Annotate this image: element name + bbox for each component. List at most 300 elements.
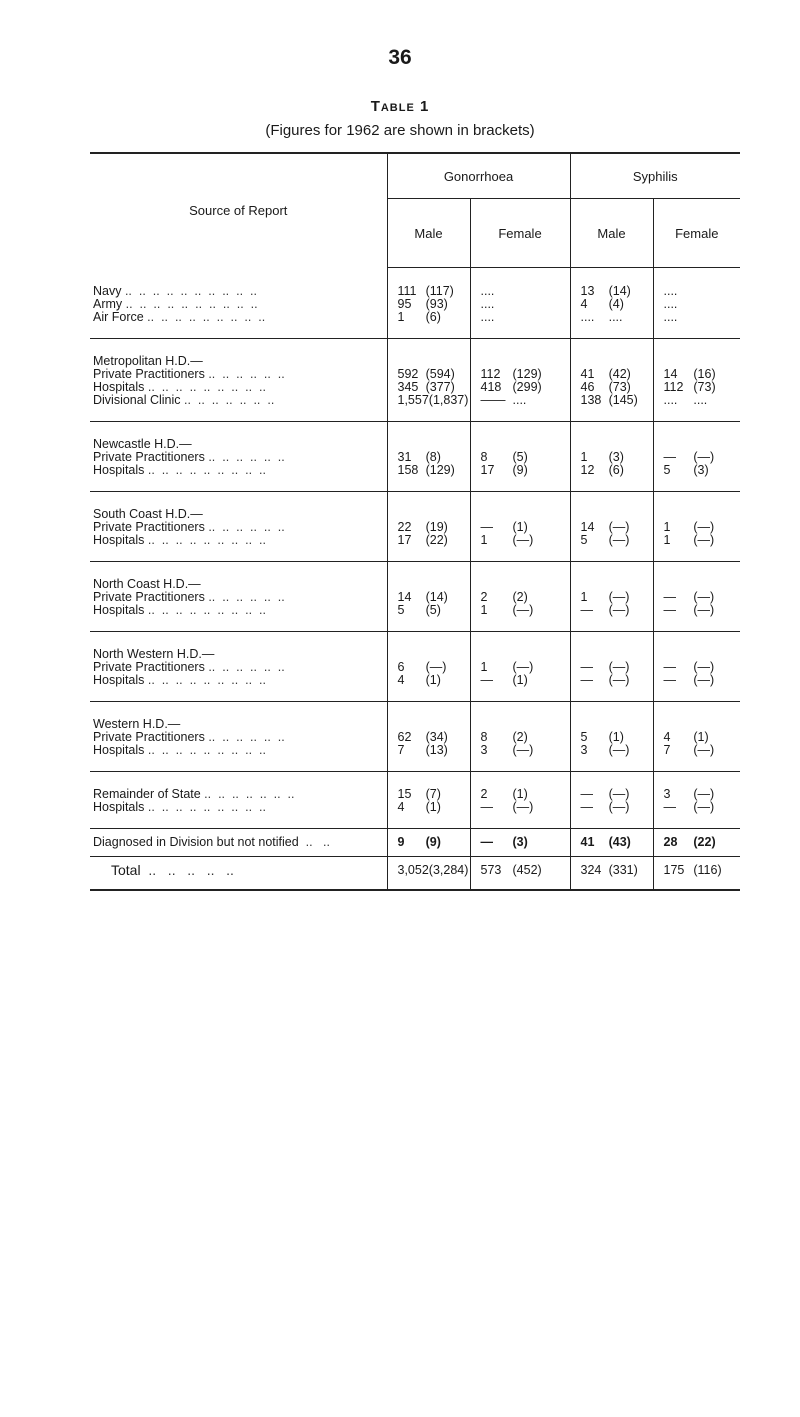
value-pair (481, 464, 570, 477)
value-1962: (5) (512, 450, 528, 464)
gonorrhoea-header: Gonorrhoea (387, 153, 570, 199)
value-1962: (116) (693, 863, 722, 877)
col-s-male (570, 268, 653, 339)
value-current: 1 (663, 520, 671, 534)
section-labels (90, 562, 387, 632)
value-current: 1 (397, 310, 405, 324)
row-label-text: Hospitals (93, 743, 145, 757)
value-pair (581, 604, 653, 617)
value-1962: (—) (608, 590, 630, 604)
value-1962: (—) (425, 660, 447, 674)
value-current: 95 (397, 297, 412, 311)
col-g-female (470, 562, 570, 632)
total-row (90, 857, 740, 891)
value-current: 158 (397, 463, 419, 477)
value-1962 (513, 285, 563, 298)
value-current: 28 (663, 835, 678, 849)
value-current: 8 (480, 450, 488, 464)
col-g-female (470, 702, 570, 772)
col-g-female (470, 268, 570, 339)
section-labels (90, 422, 387, 492)
col-g-male (387, 702, 470, 772)
leader-dots: .. .. (298, 835, 330, 849)
value-current: 5 (663, 463, 671, 477)
value-1962: (6) (608, 463, 624, 477)
section-heading: North Coast H.D.— (93, 577, 201, 591)
value-current: 1 (480, 660, 488, 674)
section-heading: Western H.D.— (93, 717, 181, 731)
col-s-female (653, 422, 740, 492)
value-1962: (—) (512, 533, 534, 547)
value-1962: (2) (512, 730, 528, 744)
value-pair (664, 674, 741, 687)
section-block (90, 339, 740, 422)
value-1962: (129) (512, 367, 542, 381)
value-current: 1 (580, 450, 588, 464)
value-current: 7 (397, 743, 405, 757)
value-pair (481, 744, 570, 757)
value-1962 (693, 285, 740, 298)
value-pair (581, 394, 653, 407)
value-1962: (4) (608, 297, 624, 311)
value-1962: (1) (512, 673, 528, 687)
col-g-male (387, 772, 470, 829)
value-1962: (—) (693, 603, 715, 617)
leader-dots: .. .. .. .. .. .. .. .. .. (144, 380, 273, 394)
value-1962: .... (608, 310, 623, 324)
value-current: 5 (580, 730, 588, 744)
value-1962: (3) (693, 463, 709, 477)
value-1962 (693, 298, 740, 311)
notified-g-male (387, 829, 470, 857)
total-s-female (653, 857, 740, 891)
value-current: — (480, 520, 493, 534)
value-1962: (22) (425, 533, 448, 547)
col-g-female (470, 772, 570, 829)
row-label-text: Private Practitioners (93, 730, 205, 744)
row-label-text: Private Practitioners (93, 367, 205, 381)
value-current: 138 (580, 393, 602, 407)
value-pair (398, 864, 470, 877)
row-label (93, 744, 387, 757)
value-pair (398, 604, 470, 617)
value-pair (664, 464, 741, 477)
value-pair (398, 311, 470, 324)
leader-dots: .. .. .. .. .. .. .. .. .. .. (121, 283, 264, 298)
value-current: — (480, 800, 493, 814)
value-1962: (42) (608, 367, 631, 381)
value-pair (398, 801, 470, 814)
value-1962: (—) (608, 673, 630, 687)
row-label-text: Private Practitioners (93, 590, 205, 604)
value-pair (664, 604, 741, 617)
value-pair (481, 394, 570, 407)
value-current: 112 (480, 367, 501, 381)
value-pair (664, 744, 741, 757)
col-s-female (653, 772, 740, 829)
value-1962: (—) (608, 603, 630, 617)
value-current: 175 (663, 863, 685, 877)
total-label (93, 864, 387, 877)
col-s-female (653, 702, 740, 772)
value-current: 46 (580, 380, 595, 394)
row-label-text: Private Practitioners (93, 660, 205, 674)
value-1962: (43) (608, 835, 631, 849)
value-pair (664, 394, 741, 407)
value-1962: (299) (512, 380, 542, 394)
value-current: — (663, 450, 677, 464)
value-1962: (—) (608, 800, 630, 814)
value-current: 14 (663, 367, 678, 381)
value-1962: (—) (693, 520, 715, 534)
value-1962: (73) (608, 380, 631, 394)
col-g-female (470, 339, 570, 422)
value-pair (398, 744, 470, 757)
col-g-male (387, 268, 470, 339)
value-current: 4 (663, 730, 671, 744)
row-label-text: Army (93, 296, 123, 311)
value-1962: (—) (693, 590, 715, 604)
value-pair (581, 864, 653, 877)
leader-dots: .. .. .. .. .. .. (204, 660, 292, 674)
value-1962: (—) (693, 673, 715, 687)
row-label-text: Air Force (93, 309, 144, 324)
value-current: — (663, 590, 677, 604)
value-1962: (—) (512, 603, 534, 617)
leader-dots: .. .. .. .. .. .. .. (180, 393, 282, 407)
section-block (90, 562, 740, 632)
value-pair (581, 674, 653, 687)
value-current: 1 (580, 590, 588, 604)
section-block (90, 268, 740, 339)
value-1962: (—) (693, 743, 715, 757)
row-label-text: Hospitals (93, 463, 145, 477)
row-label-text: Hospitals (93, 603, 145, 617)
col-s-male (570, 562, 653, 632)
value-pair (481, 604, 570, 617)
value-1962: (—) (693, 450, 715, 464)
value-pair (664, 534, 741, 547)
row-label (93, 604, 387, 617)
value-current: .... (663, 284, 678, 298)
leader-dots: .. .. .. .. .. .. (204, 450, 292, 464)
row-label-text: Private Practitioners (93, 520, 205, 534)
value-1962: (5) (425, 603, 441, 617)
total-s-male (570, 857, 653, 891)
leader-dots: .. .. .. .. .. .. .. .. .. (144, 673, 273, 687)
value-pair (398, 464, 470, 477)
section-block (90, 632, 740, 702)
leader-dots: .. .. .. .. .. .. (204, 730, 292, 744)
value-1962: (19) (425, 520, 448, 534)
value-current: 62 (397, 730, 412, 744)
value-1962: (—) (512, 800, 534, 814)
notified-row (90, 829, 740, 857)
value-1962: (73) (693, 380, 716, 394)
value-1962: (3) (608, 450, 624, 464)
value-current: 17 (397, 533, 412, 547)
gonorrhoea-female-header: Female (470, 199, 570, 268)
row-label-text: Hospitals (93, 673, 145, 687)
row-label (93, 311, 387, 324)
value-current: 3 (580, 743, 588, 757)
value-current: 1,557 (397, 393, 429, 407)
value-1962: (—) (608, 533, 630, 547)
value-current: 4 (397, 800, 405, 814)
col-s-male (570, 492, 653, 562)
row-label-text: Hospitals (93, 800, 145, 814)
value-current: 41 (580, 835, 595, 849)
value-1962: (8) (425, 450, 441, 464)
value-1962: (—) (693, 660, 715, 674)
row-label-text: Navy (93, 283, 122, 298)
total-g-male (387, 857, 470, 891)
value-pair (481, 836, 570, 849)
leader-dots: .. .. .. .. .. .. (204, 367, 292, 381)
value-1962: (331) (608, 863, 638, 877)
value-pair (664, 836, 741, 849)
value-1962: (1) (693, 730, 709, 744)
value-1962: (9) (512, 463, 528, 477)
leader-dots: .. .. .. .. .. .. (204, 590, 292, 604)
leader-dots: .. .. .. .. .. .. .. .. .. (143, 309, 273, 324)
col-s-male (570, 632, 653, 702)
value-1962: (6) (425, 310, 441, 324)
value-current: 14 (397, 590, 412, 604)
value-current: — (580, 800, 594, 814)
value-pair (481, 311, 570, 324)
value-1962: (3) (512, 835, 528, 849)
col-g-female (470, 492, 570, 562)
value-1962: (22) (693, 835, 716, 849)
row-label (93, 836, 387, 849)
value-current: 4 (580, 297, 588, 311)
value-pair (481, 801, 570, 814)
leader-dots: .. .. .. .. .. .. .. .. .. (144, 800, 273, 814)
value-current: 1 (480, 533, 488, 547)
value-current: .... (480, 297, 495, 311)
value-1962: (2) (512, 590, 528, 604)
value-pair (581, 464, 653, 477)
col-g-male (387, 339, 470, 422)
value-pair (398, 836, 470, 849)
row-label-text: Private Practitioners (93, 450, 205, 464)
page-number: 36 (388, 46, 412, 69)
value-pair (581, 836, 653, 849)
table-subtitle: (Figures for 1962 are shown in brackets) (265, 122, 535, 139)
value-current: 8 (480, 730, 488, 744)
notified-s-female (653, 829, 740, 857)
value-1962: (—) (693, 800, 715, 814)
syphilis-female-header: Female (653, 199, 740, 268)
value-current: 12 (580, 463, 595, 477)
value-1962: (16) (693, 367, 716, 381)
value-1962: (34) (425, 730, 448, 744)
value-current: — (580, 660, 594, 674)
value-current: —— (480, 393, 506, 407)
value-current: — (663, 673, 677, 687)
gonorrhoea-male-header: Male (387, 199, 470, 268)
notified-label (90, 829, 387, 857)
row-label-text: Divisional Clinic (93, 393, 181, 407)
section-labels (90, 772, 387, 829)
value-pair (581, 801, 653, 814)
value-1962 (513, 298, 563, 311)
col-s-female (653, 562, 740, 632)
value-current: .... (663, 297, 678, 311)
value-1962: (—) (608, 743, 630, 757)
value-current: — (480, 835, 493, 849)
value-1962 (513, 311, 563, 324)
value-current: — (580, 673, 594, 687)
value-1962: (1) (425, 673, 441, 687)
value-current: 3,052 (397, 863, 429, 877)
value-current: 5 (397, 603, 405, 617)
value-1962: (14) (608, 284, 631, 298)
col-s-male (570, 422, 653, 492)
syphilis-male-header: Male (570, 199, 653, 268)
col-s-male (570, 772, 653, 829)
col-g-female (470, 632, 570, 702)
value-1962: (—) (512, 660, 534, 674)
value-current: — (580, 787, 594, 801)
value-current: 1 (480, 603, 488, 617)
syphilis-header: Syphilis (570, 153, 740, 199)
value-1962: (452) (512, 863, 542, 877)
value-current: .... (663, 310, 678, 324)
row-label (93, 534, 387, 547)
value-1962: (13) (425, 743, 448, 757)
value-current: 2 (480, 590, 488, 604)
total-g-female (470, 857, 570, 891)
total-label-text: Total (111, 862, 141, 878)
total-label-cell (90, 857, 387, 891)
col-g-male (387, 632, 470, 702)
value-current: 2 (480, 787, 488, 801)
value-1962: (1) (608, 730, 624, 744)
row-label (93, 801, 387, 814)
section-block (90, 772, 740, 829)
value-pair (398, 674, 470, 687)
value-current: — (480, 673, 493, 687)
value-1962: (3,284) (428, 863, 469, 877)
value-1962: (1,837) (428, 393, 469, 407)
value-1962: (—) (512, 743, 534, 757)
leader-dots: .. .. .. .. .. .. .. .. .. (144, 533, 273, 547)
row-label-text: Hospitals (93, 380, 145, 394)
col-s-male (570, 702, 653, 772)
value-1962: (129) (425, 463, 455, 477)
col-g-male (387, 562, 470, 632)
section-heading: North Western H.D.— (93, 647, 215, 661)
value-1962: (9) (425, 835, 441, 849)
section-block (90, 702, 740, 772)
value-current: .... (480, 284, 495, 298)
col-s-female (653, 268, 740, 339)
value-current: 22 (397, 520, 412, 534)
value-1962: (—) (608, 660, 630, 674)
value-current: 418 (480, 380, 502, 394)
value-1962: (—) (693, 533, 715, 547)
value-current: — (663, 800, 677, 814)
value-current: 9 (397, 835, 405, 849)
row-label-text: Remainder of State (93, 787, 201, 801)
value-1962: (145) (608, 393, 638, 407)
leader-dots: .. .. .. .. .. .. .. .. .. (144, 463, 273, 477)
value-current: 7 (663, 743, 671, 757)
value-pair (481, 864, 570, 877)
value-pair (581, 744, 653, 757)
value-current: — (580, 603, 594, 617)
col-s-female (653, 632, 740, 702)
value-pair (398, 534, 470, 547)
table-title: Table 1 (370, 98, 430, 115)
row-label-text: Diagnosed in Division but not notified (93, 835, 299, 849)
value-pair (581, 534, 653, 547)
value-current: 1 (663, 533, 671, 547)
value-1962: (377) (425, 380, 455, 394)
value-current: .... (480, 310, 495, 324)
row-label-text: Hospitals (93, 533, 145, 547)
value-pair (664, 801, 741, 814)
value-1962: (594) (425, 367, 455, 381)
value-current: 3 (663, 787, 671, 801)
leader-dots: .. .. .. .. .. .. .. (200, 787, 302, 801)
value-current: 112 (663, 380, 684, 394)
col-g-male (387, 422, 470, 492)
section-heading: Newcastle H.D.— (93, 437, 192, 451)
value-1962: .... (512, 393, 527, 407)
value-1962: (—) (608, 787, 630, 801)
value-1962: (117) (425, 284, 454, 298)
section-labels (90, 268, 387, 339)
value-1962 (693, 311, 740, 324)
value-current: 111 (397, 284, 417, 298)
value-current: 15 (397, 787, 412, 801)
section-block (90, 422, 740, 492)
source-header: Source of Report (90, 153, 387, 268)
col-s-male (570, 339, 653, 422)
value-current: 4 (397, 673, 405, 687)
section-heading: Metropolitan H.D.— (93, 354, 203, 368)
value-current: 6 (397, 660, 405, 674)
value-1962: (1) (512, 520, 528, 534)
section-labels (90, 702, 387, 772)
row-label (93, 464, 387, 477)
value-current: 345 (397, 380, 419, 394)
data-table (90, 152, 740, 891)
value-current: 41 (580, 367, 595, 381)
section-labels (90, 339, 387, 422)
value-1962: (1) (512, 787, 528, 801)
value-1962: .... (693, 393, 708, 407)
col-s-female (653, 492, 740, 562)
value-current: 324 (580, 863, 602, 877)
value-current: 14 (580, 520, 595, 534)
leader-dots: .. .. .. .. .. .. (204, 520, 292, 534)
notified-s-male (570, 829, 653, 857)
value-current: .... (580, 310, 595, 324)
value-current: 17 (480, 463, 495, 477)
row-label (93, 394, 387, 407)
leader-dots: .. .. .. .. .. .. .. .. .. (144, 743, 273, 757)
section-labels (90, 632, 387, 702)
value-current: 592 (397, 367, 419, 381)
col-g-male (387, 492, 470, 562)
col-g-female (470, 422, 570, 492)
value-current: 573 (480, 863, 502, 877)
value-current: 3 (480, 743, 488, 757)
